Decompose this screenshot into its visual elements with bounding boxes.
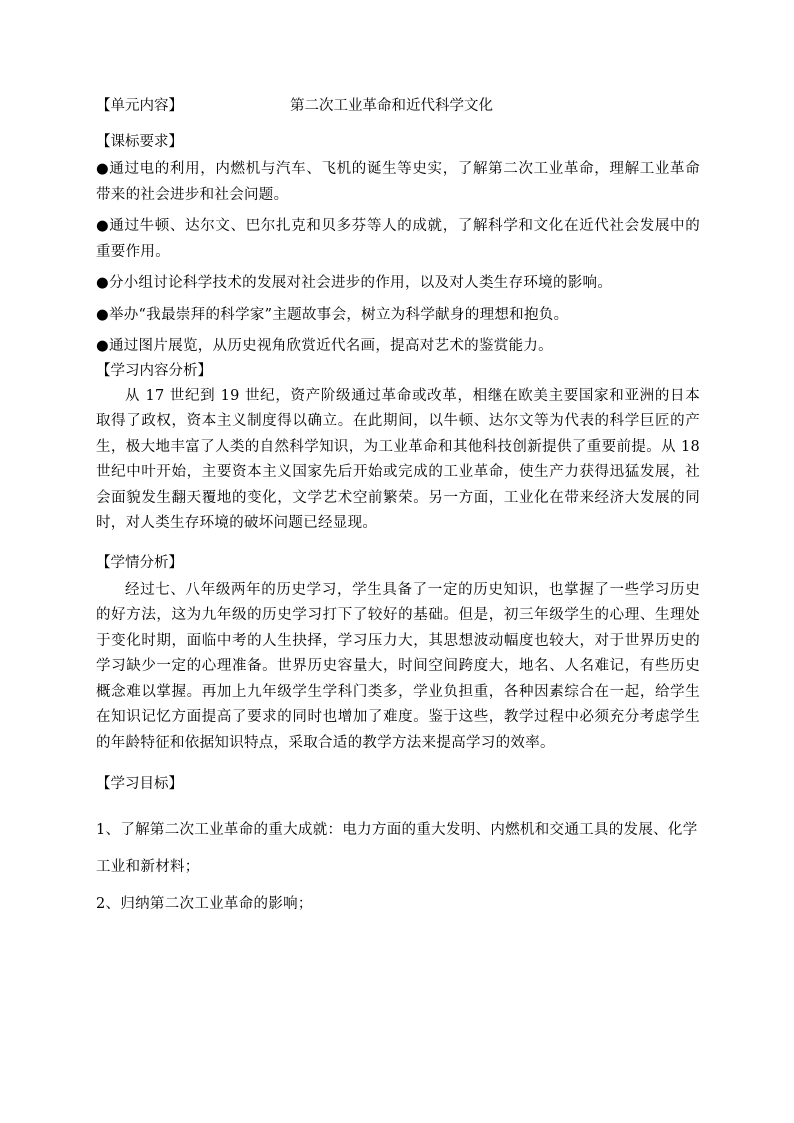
document-page bbox=[96, 96, 700, 923]
learner-analysis-text: 经过七、八年级两年的历史学习，学生具备了一定的历史知识，也掌握了一些学习历史的好方法，这为九年级的历史学习打下了较好的基础。但是，初三年级学生的心理、生理处于变化时期，面临中考的人生抉择，学习压力大，其思想波动幅度也较大，对于世界历史的学习缺少一定的心理准备。世界历史容量大，时间空间跨度大，地名、人名难记，有些历史概念难以掌握。再加上九年级学生学科门类多，学业负担重，各种因素综合在一起，给学生在知识记忆方面提高了要求的同时也增加了难度。鉴于这些，教学过程中必须充分考虑学生的年龄特征和依据知识特点，采取合适的教学方法来提高学习的效率。 bbox=[96, 581, 700, 751]
unit-header bbox=[96, 96, 700, 118]
goal-item: 2、归纳第二次工业革命的影响； bbox=[96, 896, 313, 912]
goal-item: 1、了解第二次工业革命的重大成就：电力方面的重大发明、内燃机和交通工具的发展、化学工业和新材料； bbox=[96, 822, 698, 875]
unit-title: 第二次工业革命和近代科学文化 bbox=[290, 98, 493, 114]
curriculum-item: ●举办“我最崇拜的科学家”主题故事会，树立为科学献身的理想和抱负。 bbox=[96, 306, 569, 323]
content-analysis-text: 从 17 世纪到 19 世纪，资产阶级通过革命或改革，相继在欧美主要国家和亚洲的日本取得了政权，资本主义制度得以确立。在此期间，以牛顿、达尔文等为代表的科学巨匠的产生，极大地丰富了人类的自然科学知识，为工业革命和其他科技创新提供了重要前提。从 18 世纪中叶开始，主要资本主义国家先后开始或完成的工业革命，使生产力获得迅猛发展，社会面貌发生翻天覆地的变化，文学艺术空前繁荣。另一方面，工业化在带来经济大发展的同时，对人类生存环境的破坏问题已经显现。 bbox=[96, 387, 700, 531]
unit-label: 【单元内容】 bbox=[96, 98, 183, 114]
curriculum-heading: 【课标要求】 bbox=[96, 134, 183, 150]
curriculum-item: ●通过图片展览，从历史视角欣赏近代名画，提高对艺术的鉴赏能力。 bbox=[96, 338, 553, 354]
curriculum-item: ●通过电的利用，内燃机与汽车、飞机的诞生等史实，了解第二次工业革命，理解工业革命带来的社会进步和社会问题。 bbox=[96, 161, 700, 203]
curriculum-list bbox=[96, 157, 700, 360]
content-analysis-heading: 【学习内容分析】 bbox=[96, 362, 212, 379]
curriculum-item: ●分小组讨论科学技术的发展对社会进步的作用，以及对人类生存环境的影响。 bbox=[96, 275, 613, 291]
goals-heading: 【学习目标】 bbox=[96, 776, 183, 792]
curriculum-item: ●通过牛顿、达尔文、巴尔扎克和贝多芬等人的成就，了解科学和文化在近代社会发展中的重要作用。 bbox=[96, 218, 700, 260]
learner-analysis-heading: 【学情分析】 bbox=[96, 554, 183, 571]
